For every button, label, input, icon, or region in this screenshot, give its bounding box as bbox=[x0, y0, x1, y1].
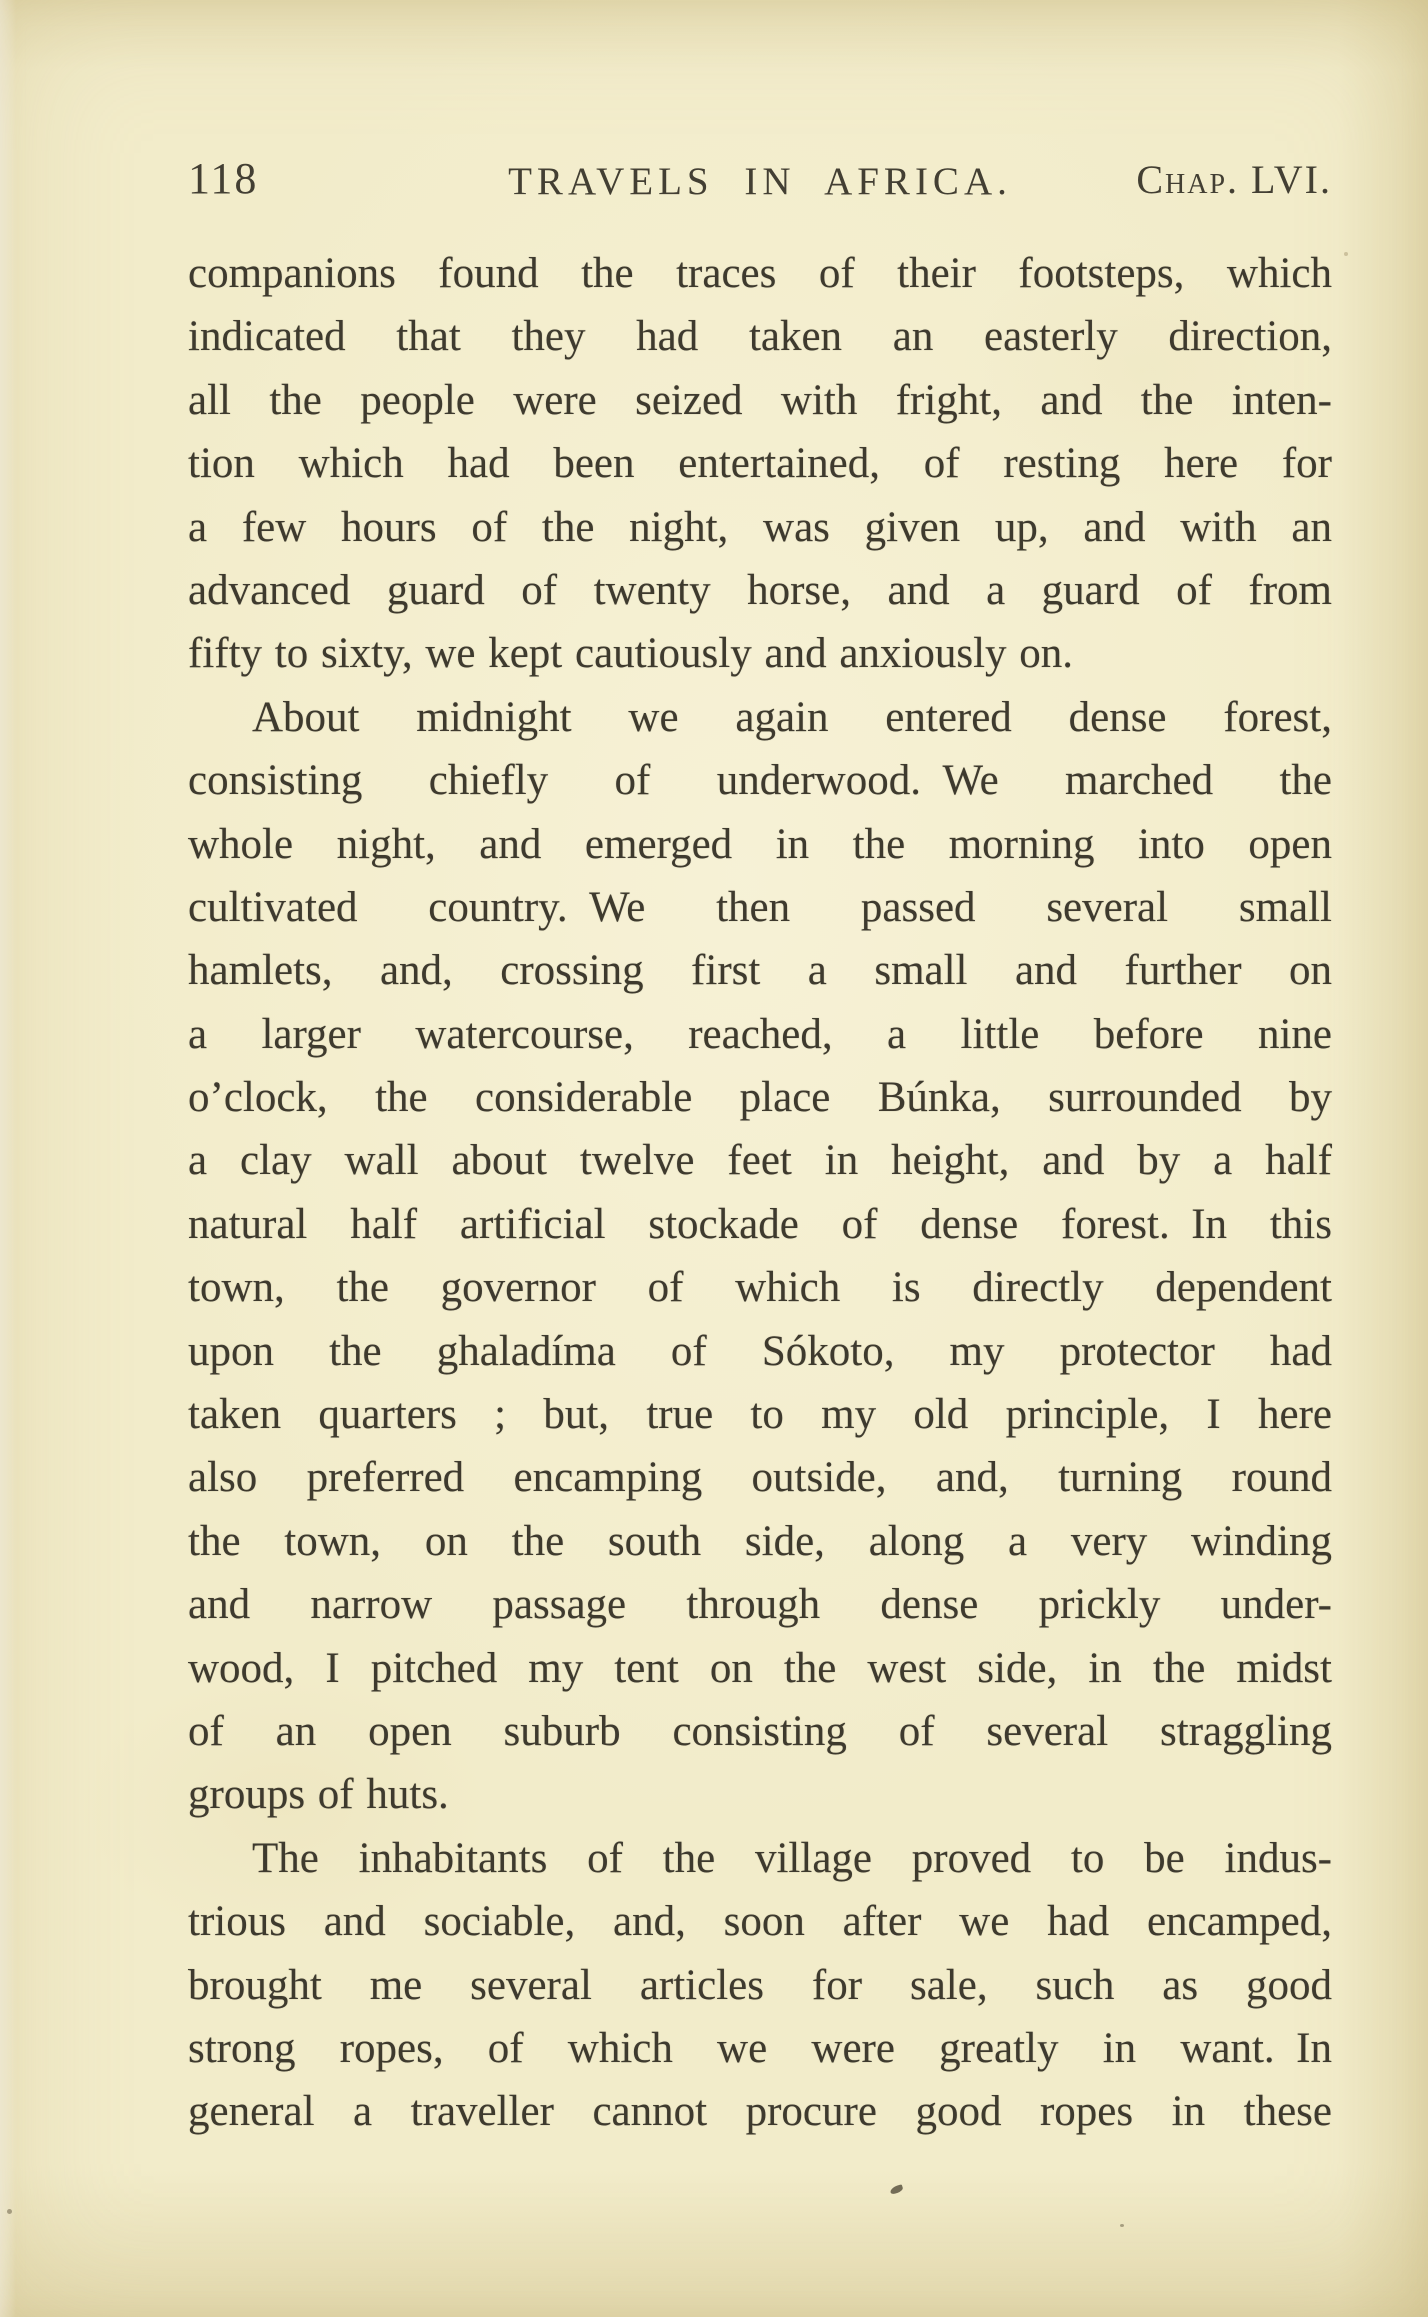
text-line: and narrow passage through dense prickly under- bbox=[188, 1581, 1332, 1629]
running-title: TRAVELS IN AFRICA. bbox=[508, 160, 1012, 203]
text-line: companions found the traces of their footsteps, which bbox=[188, 250, 1332, 297]
text-line: o’clock, the considerable place Búnka, surrounded by bbox=[188, 1074, 1332, 1122]
text-line: a clay wall about twelve feet in height, and by a half bbox=[188, 1137, 1332, 1185]
paper-speck bbox=[7, 2209, 12, 2214]
text-line: tion which had been entertained, of resting here for bbox=[188, 440, 1332, 488]
text-line: whole night, and emerged in the morning into open bbox=[188, 820, 1332, 868]
text-line: strong ropes, of which we were greatly in want. In bbox=[188, 2024, 1332, 2072]
text-line: indicated that they had taken an easterly direction, bbox=[188, 313, 1332, 361]
text-line: a few hours of the night, was given up, and with an bbox=[188, 503, 1332, 551]
page-body bbox=[188, 242, 1332, 2144]
text-line: wood, I pitched my tent on the west side, in the midst bbox=[188, 1644, 1332, 1692]
text-line: upon the ghaladíma of Sókoto, my protector had bbox=[188, 1327, 1332, 1375]
chapter-label: Chap. LVI. bbox=[1136, 157, 1332, 202]
paper-speck bbox=[1120, 2224, 1124, 2227]
paper-speck bbox=[1344, 252, 1348, 256]
text-line: About midnight we again entered dense forest, bbox=[252, 693, 1332, 741]
page-number: 118 bbox=[188, 154, 259, 203]
stray-ink-mark bbox=[889, 2184, 904, 2195]
text-line: consisting chiefly of underwood. We marched the bbox=[188, 757, 1332, 805]
text-line: fifty to sixty, we kept cautiously and anxiously on. bbox=[188, 630, 1074, 678]
text-line: hamlets, and, crossing first a small and further on bbox=[188, 947, 1332, 995]
text-line: advanced guard of twenty horse, and a guard of from bbox=[188, 566, 1332, 614]
text-line: trious and sociable, and, soon after we had encamped, bbox=[188, 1898, 1332, 1946]
text-line: The inhabitants of the village proved to be indus- bbox=[252, 1834, 1332, 1882]
text-line: groups of huts. bbox=[188, 1771, 449, 1819]
text-line: a larger watercourse, reached, a little before nine bbox=[188, 1010, 1332, 1058]
text-line: of an open suburb consisting of several straggling bbox=[188, 1707, 1332, 1755]
text-line: taken quarters ; but, true to my old principle, I here bbox=[188, 1391, 1332, 1439]
text-line: the town, on the south side, along a very winding bbox=[188, 1517, 1332, 1565]
text-line: all the people were seized with fright, and the inten- bbox=[188, 376, 1332, 424]
text-line: also preferred encamping outside, and, turning round bbox=[188, 1454, 1332, 1502]
text-line: brought me several articles for sale, such as good bbox=[188, 1961, 1332, 2009]
text-line: general a traveller cannot procure good ropes in these bbox=[188, 2088, 1332, 2136]
text-line: town, the governor of which is directly dependent bbox=[188, 1264, 1332, 1312]
text-line: cultivated country. We then passed several small bbox=[188, 883, 1332, 931]
text-line: natural half artificial stockade of dense forest. In this bbox=[188, 1200, 1332, 1248]
